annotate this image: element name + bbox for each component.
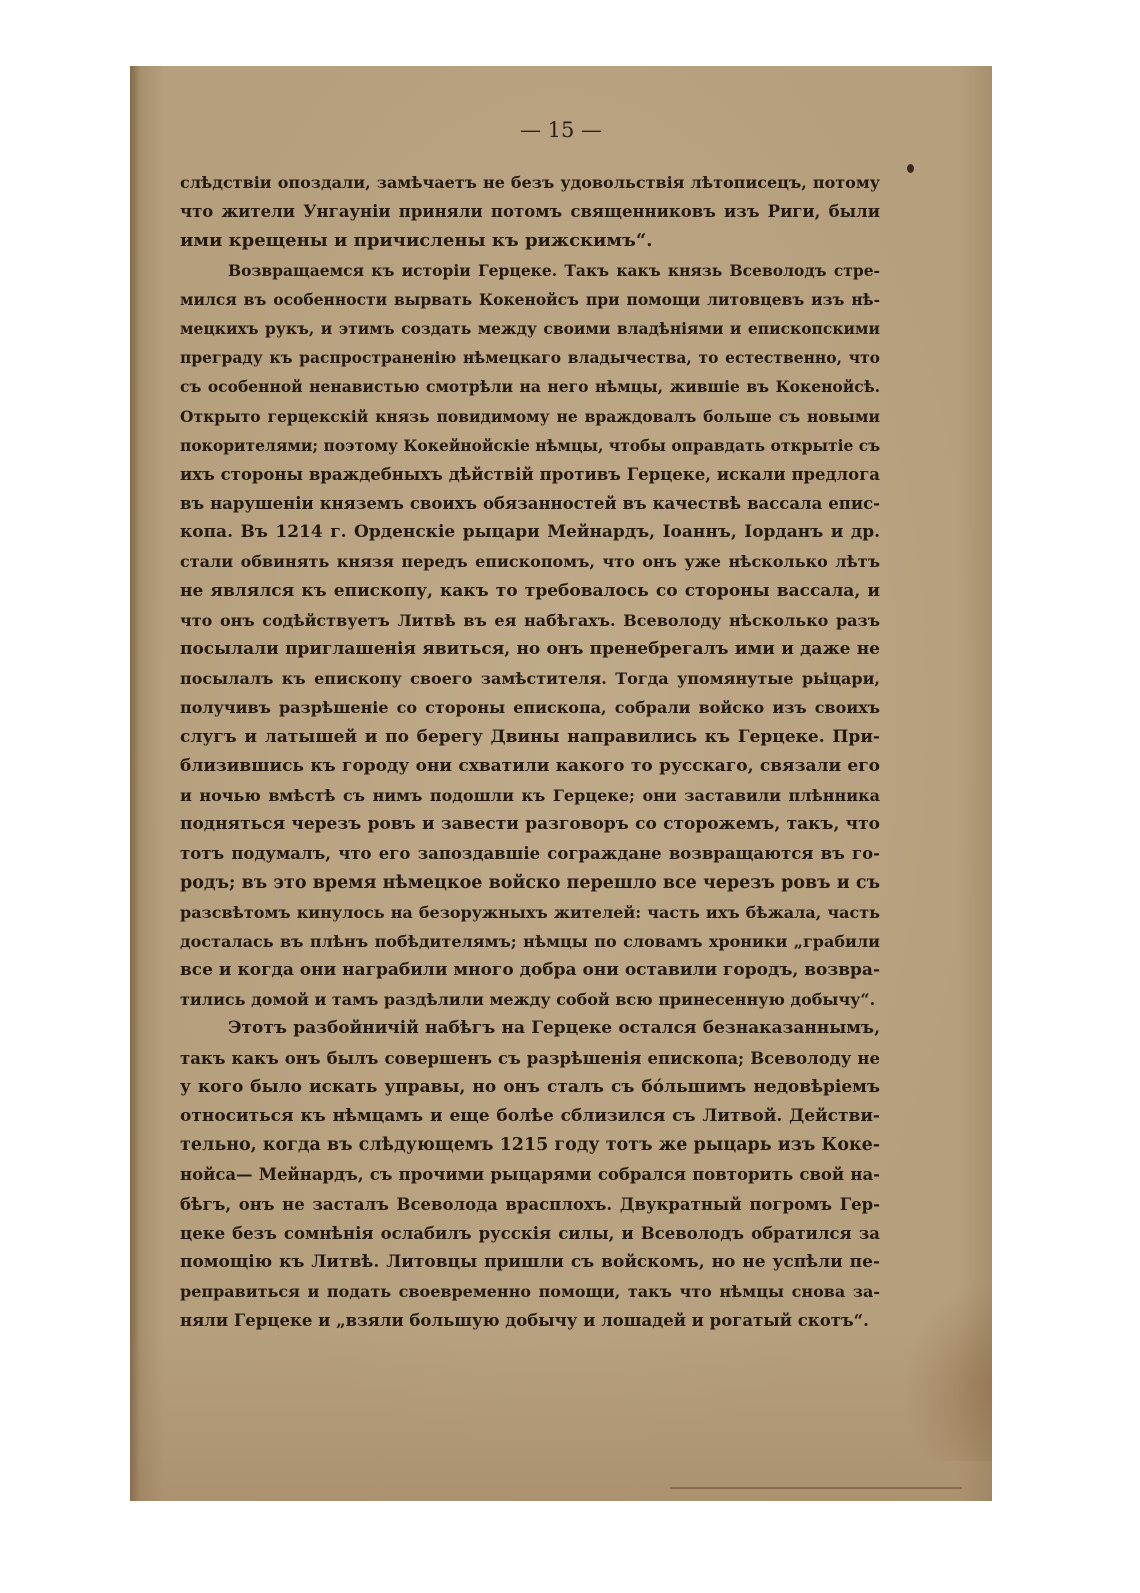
text-line: ими крещены и причислены къ рижскимъ“. — [180, 230, 653, 252]
text-line: не являлся къ епископу, какъ то требовалось со стороны вассала, и — [180, 580, 880, 601]
page-edge-shadow — [130, 66, 140, 1501]
page-bottom-shade — [130, 1331, 992, 1501]
text-line: близившись къ городу они схватили какого то русскаго, связали его — [180, 755, 880, 776]
text-line: тотъ подумалъ, что его запоздавшіе сограждане возвращаются въ го- — [180, 844, 880, 864]
text-line: получивъ разрѣшеніе со стороны епископа, собрали войско изъ своихъ — [180, 698, 880, 718]
text-line: съ особенной ненавистью смотрѣли на него нѣмцы, жившіе въ Кокенойсѣ. — [180, 377, 880, 397]
text-line: посылали приглашенія явиться, но онъ пренебрегалъ ими и даже не — [180, 639, 880, 659]
text-line: покорителями; поэтому Кокейнойскіе нѣмцы, чтобы оправдать открытіе съ — [180, 435, 880, 455]
text-line: что жители Унгауніи приняли потомъ священниковъ изъ Риги, были — [180, 202, 880, 222]
text-line: относиться къ нѣмцамъ и еще болѣе сблизился съ Литвой. Действи- — [180, 1106, 880, 1126]
text-line: тились домой и тамъ раздѣлили между собой всю принесенную добычу“. — [180, 990, 876, 1010]
text-line: реправиться и подать своевременно помощи, такъ что нѣмцы снова за- — [180, 1282, 880, 1302]
text-line: мился въ особенности вырвать Кокенойсъ при помощи литовцевъ изъ нѣ- — [180, 289, 880, 309]
text-line: бѣгъ, онъ не засталъ Всеволода врасплохъ. Двукратный погромъ Гер- — [180, 1194, 880, 1214]
text-line: Этотъ разбойничій набѣгъ на Герцеке остался безнаказаннымъ, — [228, 1018, 880, 1039]
text-line: досталась въ плѣнъ побѣдителямъ; нѣмцы по словамъ хроники „грабили — [180, 931, 880, 951]
text-line: слугъ и латышей и по берегу Двины направились къ Герцеке. При- — [180, 726, 880, 747]
text-line: нойса— Мейнардъ, съ прочими рыцарями собрался повторить свой на- — [180, 1165, 880, 1185]
text-line: у кого было искать управы, но онъ сталъ съ бо́льшимъ недовѣріемъ — [180, 1076, 880, 1097]
text-line: все и когда они награбили много добра они оставили городъ, возвра- — [180, 960, 880, 981]
text-line: посылалъ къ епископу своего замѣстителя. Тогда упомянутые рыцари, — [180, 669, 880, 689]
text-line: преграду къ распространенію нѣмецкаго владычества, то естественно, что — [180, 348, 880, 368]
text-line: разсвѣтомъ кинулось на безоружныхъ жителей: часть ихъ бѣжала, часть — [180, 902, 880, 922]
text-line: копа. Въ 1214 г. Орденскіе рыцари Мейнардъ, Іоаннъ, Іорданъ и др. — [180, 522, 880, 543]
text-line: родъ; въ это время нѣмецкое войско перешло все черезъ ровъ и съ — [180, 872, 880, 893]
text-line: подняться черезъ ровъ и завести разговоръ со сторожемъ, такъ, что — [180, 814, 880, 835]
text-line: слѣдствіи опоздали, замѣчаетъ не безъ удовольствія лѣтописецъ, потому — [180, 173, 880, 192]
text-line: цеке безъ сомнѣнія ослабилъ русскія силы, и Всеволодъ обратился за — [180, 1223, 880, 1243]
text-line: тельно, когда въ слѣдующемъ 1215 году тотъ же рыцарь изъ Коке- — [180, 1135, 880, 1156]
text-line: такъ какъ онъ былъ совершенъ съ разрѣшенія епископа; Всеволоду не — [180, 1048, 880, 1068]
text-line: мецкихъ рукъ, и этимъ создать между своими владѣніями и епископскими — [180, 318, 880, 338]
text-line: что онъ содѣйствуетъ Литвѣ въ ея набѣгахъ. Всеволоду нѣсколько разъ — [180, 610, 880, 630]
page-bottom-rule — [670, 1487, 962, 1489]
text-line: стали обвинять князя передъ епископомъ, что онъ уже нѣсколько лѣтъ — [180, 552, 880, 572]
body-text — [180, 168, 880, 1336]
text-line: въ нарушеніи княземъ своихъ обязанностей въ качествѣ вассала епис- — [180, 494, 880, 514]
text-line: няли Герцеке и „взяли большую добычу и лошадей и рогатый скотъ“. — [180, 1311, 869, 1331]
scanned-page — [130, 66, 992, 1501]
text-line: помощію къ Литвѣ. Литовцы пришли съ войскомъ, но не успѣли пе- — [180, 1251, 880, 1272]
text-line: Открыто герцекскій князь повидимому не враждовалъ больше съ новыми — [180, 406, 880, 426]
page-number: — 15 — — [519, 118, 603, 142]
text-line: Возвращаемся къ исторіи Герцеке. Такъ какъ князь Всеволодъ стре- — [228, 260, 880, 280]
page-corner-shade — [902, 1281, 992, 1461]
text-line: и ночью вмѣстѣ съ нимъ подошли къ Герцеке; они заставили плѣнника — [180, 785, 880, 805]
ink-speck — [907, 164, 914, 173]
text-line: ихъ стороны враждебныхъ дѣйствій противъ Герцеке, искали предлога — [180, 464, 880, 484]
